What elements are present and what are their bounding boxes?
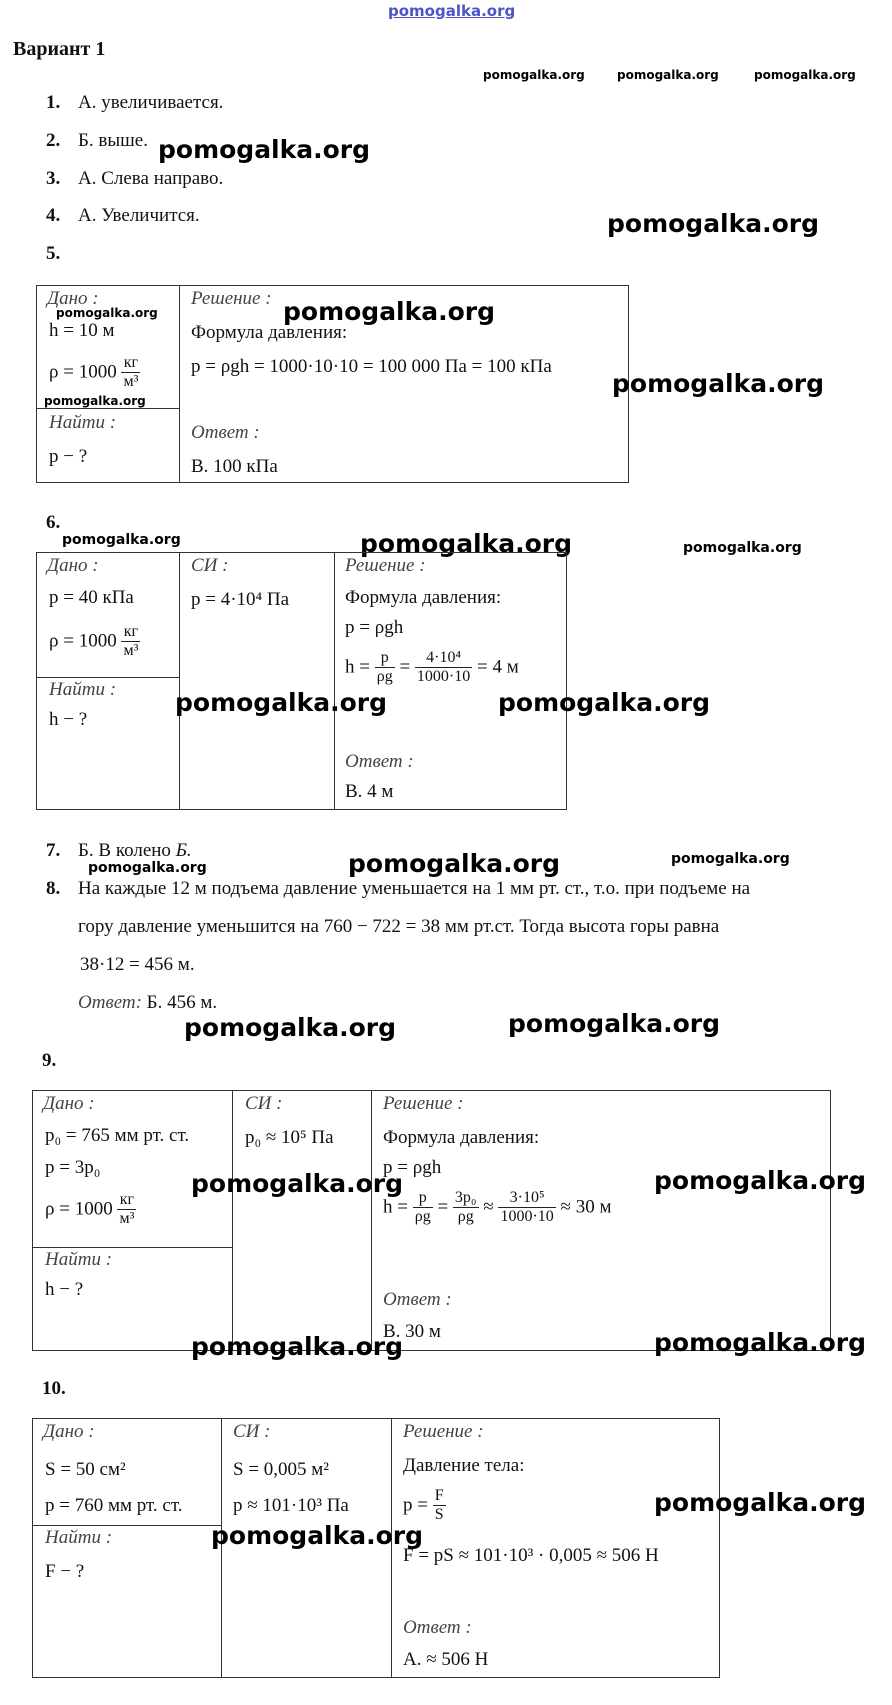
given-label: Дано :: [47, 555, 99, 576]
watermark: pomogalka.org: [360, 529, 573, 558]
answer-label: Ответ :: [383, 1289, 452, 1310]
given-S: S = 50 см²: [45, 1459, 126, 1480]
si-value: p = 4·10⁴ Па: [191, 589, 290, 610]
watermark: pomogalka.org: [508, 1009, 721, 1038]
answer-value: В. 30 м: [383, 1321, 441, 1342]
given-rho: ρ = 1000 $\frac{кг}{\text{м³}}$: [49, 354, 139, 391]
solution-label: Решение :: [345, 555, 426, 576]
watermark: pomogalka.org: [483, 68, 585, 82]
given-rho: ρ = 1000 $\frac{кг}{\text{м³}}$: [45, 1191, 135, 1228]
problem-6-table: [36, 552, 567, 810]
watermark: pomogalka.org: [683, 540, 802, 556]
given-p: p = 3p₀: [45, 1157, 101, 1178]
watermark: pomogalka.org: [44, 394, 146, 408]
si-label: СИ :: [233, 1421, 271, 1442]
watermark: pomogalka.org: [283, 297, 496, 326]
formula-title: Формула давления:: [191, 322, 348, 343]
formula-p: p = $\frac{F}{S}$: [403, 1487, 444, 1524]
solution-label: Решение :: [403, 1421, 484, 1442]
page-title: Вариант 1: [13, 38, 106, 60]
watermark: pomogalka.org: [158, 135, 371, 164]
answer-label: Ответ :: [345, 751, 414, 772]
formula-title: Формула давления:: [383, 1127, 540, 1148]
answer-item-6: 6.: [46, 512, 61, 533]
given-label: Дано :: [43, 1421, 95, 1442]
answer-value: В. 100 кПа: [191, 456, 278, 477]
find-value: h − ?: [49, 709, 88, 730]
find-value: p − ?: [49, 446, 88, 467]
watermark: pomogalka.org: [617, 68, 719, 82]
answer-item-3: 3. А. Слева направо.: [46, 168, 224, 189]
watermark: pomogalka.org: [612, 369, 825, 398]
watermark: pomogalka.org: [654, 1166, 867, 1195]
given-p0: p₀ = 765 мм рт. ст.: [45, 1125, 190, 1146]
watermark-header: pomogalka.org: [388, 2, 516, 20]
given-label: Дано :: [47, 288, 99, 309]
solution-label: Решение :: [191, 288, 272, 309]
formula-title: Формула давления:: [345, 587, 502, 608]
answer-item-5: 5.: [46, 243, 61, 264]
answer-item-4: 4. А. Увеличится.: [46, 205, 200, 226]
watermark: pomogalka.org: [348, 849, 561, 878]
answer-item-2: 2. Б. выше.: [46, 130, 148, 151]
watermark: pomogalka.org: [184, 1013, 397, 1042]
watermark: pomogalka.org: [88, 860, 207, 876]
solution-label: Решение :: [383, 1093, 464, 1114]
watermark: pomogalka.org: [175, 688, 388, 717]
answer-item-9: 9.: [42, 1050, 57, 1071]
si-p: p ≈ 101·10³ Па: [233, 1495, 349, 1516]
watermark: pomogalka.org: [211, 1521, 424, 1550]
answer-item-7: 7. Б. В колено Б.: [46, 840, 192, 861]
formula: p = ρgh = 1000·10·10 = 100 000 Па = 100 кПа: [191, 356, 552, 377]
answer-label: Ответ :: [403, 1617, 472, 1638]
watermark: pomogalka.org: [671, 851, 790, 867]
formula-pgh: p = ρgh: [345, 617, 404, 638]
watermark: pomogalka.org: [191, 1332, 404, 1361]
watermark: pomogalka.org: [62, 532, 181, 548]
find-label: Найти :: [45, 1527, 113, 1548]
watermark: pomogalka.org: [754, 68, 856, 82]
formula-F: F = pS ≈ 101·10³ · 0,005 ≈ 506 Н: [403, 1545, 659, 1566]
formula-h: h = $\frac{p}{\rho g}$ = $\frac{\text{4·10⁴}}{1000\cdot 10}$ = 4 м: [345, 649, 519, 686]
si-S: S = 0,005 м²: [233, 1459, 330, 1480]
watermark: pomogalka.org: [654, 1328, 867, 1357]
answer-label: Ответ :: [191, 422, 260, 443]
si-label: СИ :: [191, 555, 229, 576]
given-h: h = 10 м: [49, 320, 115, 341]
watermark: pomogalka.org: [191, 1169, 404, 1198]
given-rho: ρ = 1000 $\frac{кг}{\text{м³}}$: [49, 623, 139, 660]
find-label: Найти :: [45, 1249, 113, 1270]
formula-pgh: p = ρgh: [383, 1157, 442, 1178]
problem-9-table: [32, 1090, 831, 1351]
watermark: pomogalka.org: [498, 688, 711, 717]
find-label: Найти :: [49, 412, 117, 433]
answer-item-1: 1. А. увеличивается.: [46, 92, 224, 113]
answer-item-10: 10.: [42, 1378, 66, 1399]
watermark: pomogalka.org: [654, 1488, 867, 1517]
watermark: pomogalka.org: [56, 306, 158, 320]
formula-h: h = $\frac{p}{\rho g}$ = $\frac{\text{3p₀}}{\rho g}$ ≈ $\frac{\text{3·10⁵}}{1000\cdot 10}$ ≈ 30 м: [383, 1189, 612, 1226]
given-p: p = 760 мм рт. ст.: [45, 1495, 183, 1516]
answer-value: В. 4 м: [345, 781, 394, 802]
find-value: F − ?: [45, 1561, 85, 1582]
si-value: p₀ ≈ 10⁵ Па: [245, 1127, 334, 1148]
si-label: СИ :: [245, 1093, 283, 1114]
watermark: pomogalka.org: [607, 209, 820, 238]
find-label: Найти :: [49, 679, 117, 700]
given-p: p = 40 кПа: [49, 587, 134, 608]
given-label: Дано :: [43, 1093, 95, 1114]
find-value: h − ?: [45, 1279, 84, 1300]
answer-value: А. ≈ 506 Н: [403, 1649, 489, 1670]
formula-title: Давление тела:: [403, 1455, 525, 1476]
